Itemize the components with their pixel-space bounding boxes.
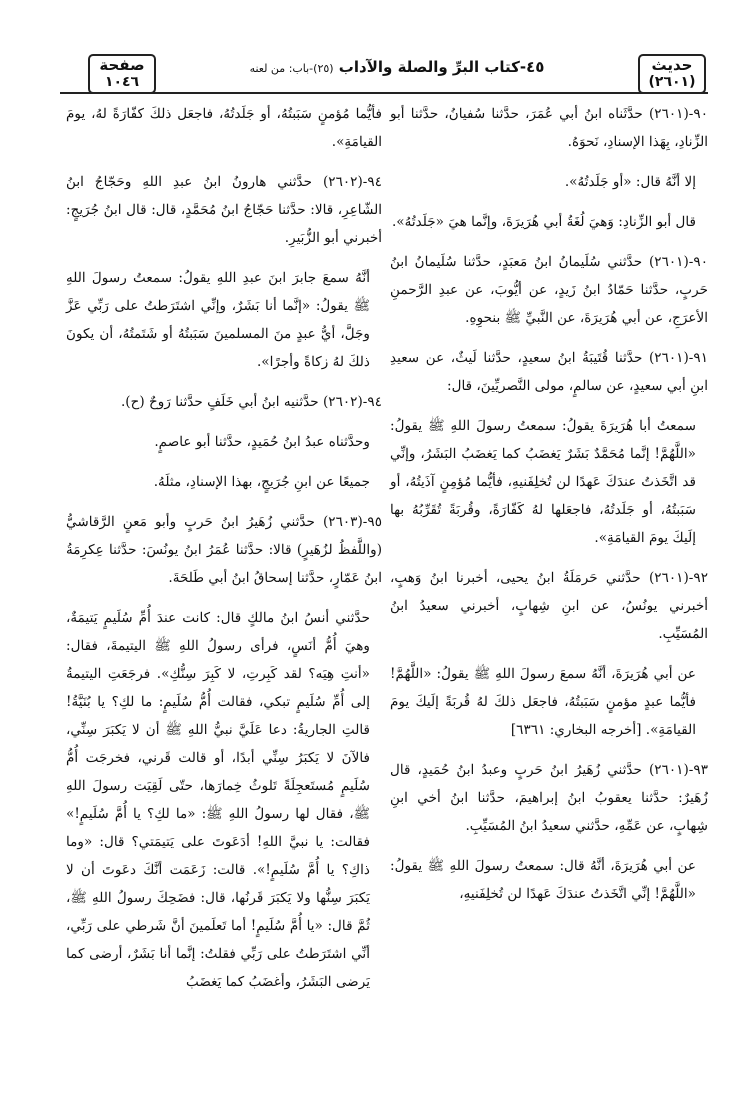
hadith-paragraph: ٩٣-(٢٦٠١) حدَّثني زُهَيرُ ابنُ حَربٍ وعبدُ ابنُ حُمَيدٍ، قال زُهَيرٌ: حدَّثنا يعقوبُ ابنُ إبراهيمَ، حدَّثنا ابنُ أخي ابنِ شِهابٍ، عن عَمِّهِ، حدَّثني سعيدُ ابنُ المُسَيِّبِ. [390, 762, 708, 834]
page-number: ١٠٤٦ [104, 74, 140, 90]
hadith-paragraph: ٩٥-(٢٦٠٣) حدَّثني زُهَيرُ ابنُ حَربٍ وأبو مَعنٍ الرَّقاشيُّ (واللَّفظُ لزُهَيرٍ) قالا: حدَّثنا عُمَرُ ابنُ يونُسَ: حدَّثنا عِكرِمَةُ ابنُ عَمّارٍ، حدَّثنا إسحاقُ ابنُ أبي طَلحَةَ. [66, 514, 382, 586]
hadith-paragraph: وحدَّثناه عبدُ ابنُ حُمَيدٍ، حدَّثنا أبو عاصمٍ. [154, 434, 370, 450]
left-column [66, 100, 382, 1100]
book-title: ٤٥-كتاب البرِّ والصلة والآداب [338, 58, 545, 76]
hadith-label: حديث [651, 56, 693, 74]
right-column [390, 100, 708, 1100]
chapter-title: (٢٥)-باب: من لعنه [249, 62, 334, 75]
hadith-paragraph: ٩١-(٢٦٠١) حدَّثنا قُتَيبَةُ ابنُ سعيدٍ، حدَّثنا لَيثٌ، عن سعيدِ ابنِ أبي سعيدٍ، عن سالمٍ، مولى النَّصريِّينَ، قال: [390, 350, 708, 394]
page-header [58, 54, 706, 92]
hadith-paragraph: أنَّهُ سمعَ جابرَ ابنَ عبدِ اللهِ يقولُ: سمعتُ رسولَ اللهِ ﷺ يقولُ: «إنَّما أنا بَشَرٌ، وإنِّي اشتَرَطتُ على رَبِّي عَزَّ وجَلَّ، أيُّ عبدٍ منَ المسلمينَ سَبَبتُهُ أو شَتَمتُهُ، أن يكونَ ذلكَ لهُ زكاةً وأجرًا». [66, 270, 370, 370]
hadith-paragraph: ٩٠-(٢٦٠١) حدَّثَناه ابنُ أبي عُمَرَ، حدَّثنا سُفيانُ، حدَّثنا أبو الزِّنادِ، بِهَذا الإسنادِ، نَحوَهُ. [390, 106, 708, 150]
hadith-paragraph: عن أبي هُرَيرَةَ، أنَّهُ سمعَ رسولَ اللهِ ﷺ يقولُ: «اللَّهُمَّ! فأيُّما عبدٍ مؤمنٍ سَبَبتُهُ، فاجعَل ذلكَ لهُ قُربَةً إلَيكَ يومَ القيامَةِ». [أخرجه البخاري: ٦٣٦١] [390, 666, 696, 738]
hadith-paragraph: قال أبو الزِّنادِ: وَهيَ لُغَةُ أبي هُرَيرَةَ، وإنَّما هيَ «جَلَدتُهُ». [391, 214, 696, 230]
hadith-number: (٢٦٠١) [648, 74, 696, 90]
page-number-box [88, 54, 156, 94]
hadith-paragraph: فأيُّما مُؤمنٍ سَبَبتُهُ، أو جَلَدتُهُ، فاجعَل ذلكَ كفّارَةً لهُ، يومَ القيامَةِ». [66, 106, 382, 150]
running-title [163, 58, 631, 76]
hadith-paragraph: ٩٤-(٢٦٠٢) حدَّثنيه ابنُ أبي خَلَفٍ حدَّثنا رَوحٌ (ح). [120, 394, 382, 410]
hadith-paragraph: عن أبي هُرَيرَةَ، أنَّهُ قال: سمعتُ رسولَ اللهِ ﷺ يقولُ: «اللَّهُمَّ! إنِّي اتَّخَذتُ عندَكَ عَهدًا لن تُخلِفَنيهِ، [390, 858, 696, 902]
hadith-paragraph: سمعتُ أبا هُرَيرَةَ يقولُ: سمعتُ رسولَ اللهِ ﷺ يقولُ: «اللَّهُمَّ! إنَّما مُحَمَّدٌ بَشَرٌ يَغضَبُ كما يَغضَبُ البَشَرُ، وإنِّي قد اتَّخَذتُ عندَكَ عَهدًا لن تُخلِفَنيهِ، فأيُّما مُؤمِنٍ آذَيتُهُ، أو سَبَبتُهُ، أو جَلَدتُهُ، فاجعَلها لهُ كَفّارَةً، وقُربَةً تُقَرِّبُهُ بها إلَيكَ يومَ القيامَةِ». [390, 418, 696, 546]
header-rule [60, 92, 708, 94]
hadith-paragraph: ٩٢-(٢٦٠١) حدَّثني حَرمَلَةُ ابنُ يحيى، أخبرنا ابنُ وَهبٍ، أخبرني يونُسُ، عن ابنِ شِهابٍ، أخبرني سعيدُ ابنُ المُسَيِّبِ. [390, 570, 708, 642]
page-label: صفحة [99, 56, 145, 74]
hadith-paragraph: جميعًا عن ابنِ جُرَيجٍ، بهذا الإسنادِ، مثلَهُ. [153, 474, 370, 490]
hadith-paragraph: ٩٤-(٢٦٠٢) حدَّثني هارونُ ابنُ عبدِ اللهِ وحَجّاجُ ابنُ الشّاعِرِ، قالا: حدَّثنا حَجّاجُ ابنُ مُحَمَّدٍ، قال: قال ابنُ جُرَيجٍ: أخبرني أبو الزُّبَيرِ. [66, 174, 382, 246]
hadith-paragraph: حدَّثني أنسُ ابنُ مالكٍ قال: كانت عندَ أُمِّ سُلَيمٍ يَتيمَةٌ، وهيَ أُمُّ أنَسٍ، فرأى رسولُ اللهِ ﷺ اليتيمةَ، فقال: «أنتِ هِيَه؟ لقد كَبِرتِ، لا كَبِرَ سِنُّكِ». فرجَعَتِ اليتيمةُ إلى أُمِّ سُلَيمٍ تبكي، فقالت أُمُّ سُلَيمٍ: ما لكِ؟ يا بُنَيَّةُ! قالتِ الجاريةُ: دعا عَلَيَّ نبيُّ اللهِ ﷺ أن لا يَكبَرَ سِنِّي، فالآنَ لا يَكبَرُ سِنِّي أبدًا، أو قالت قَرني، فخرجَت أُمُّ سُلَيمٍ مُستَعجِلَةً تَلوثُ خِمارَها، حتّى لَقِيَت رسولَ اللهِ ﷺ، فقال لها رسولُ اللهِ ﷺ: «ما لكِ؟ يا أُمَّ سُلَيمٍ!» فقالت: يا نبيَّ اللهِ! أدَعَوتَ على يَتيمَتي؟ قال: «وما ذاكِ؟ يا أُمَّ سُلَيمٍ!». قالت: زَعَمَت أنَّكَ دعَوتَ أن لا يَكبَرَ سِنُّها ولا يَكبَرَ قَرنُها، قال: فضَحِكَ رسولُ اللهِ ﷺ، ثُمَّ قال: «يا أُمَّ سُلَيمٍ! أما تَعلَمينَ أنَّ شَرطي على رَبِّي، أنِّي اشتَرَطتُ على رَبِّي فقلتُ: إنَّما أنا بَشَرٌ، أرضى كما يَرضى البَشَرُ، وأغضَبُ كما يَغضَبُ [66, 610, 370, 990]
hadith-number-box [638, 54, 706, 94]
hadith-paragraph: إلا أنَّهُ قال: «أو جَلَدتُهُ». [564, 174, 696, 190]
hadith-paragraph: ٩٠-(٢٦٠١) حدَّثني سُلَيمانُ ابنُ مَعبَدٍ، حدَّثنا سُلَيمانُ ابنُ حَربٍ، حدَّثنا حَمّادُ ابنُ زَيدٍ، عن أيُّوبَ، عن عبدِ الرَّحمنِ الأعرَجِ، عن أبي هُرَيرَةَ، عن النَّبيِّ ﷺ بنحوِهِ. [390, 254, 708, 326]
